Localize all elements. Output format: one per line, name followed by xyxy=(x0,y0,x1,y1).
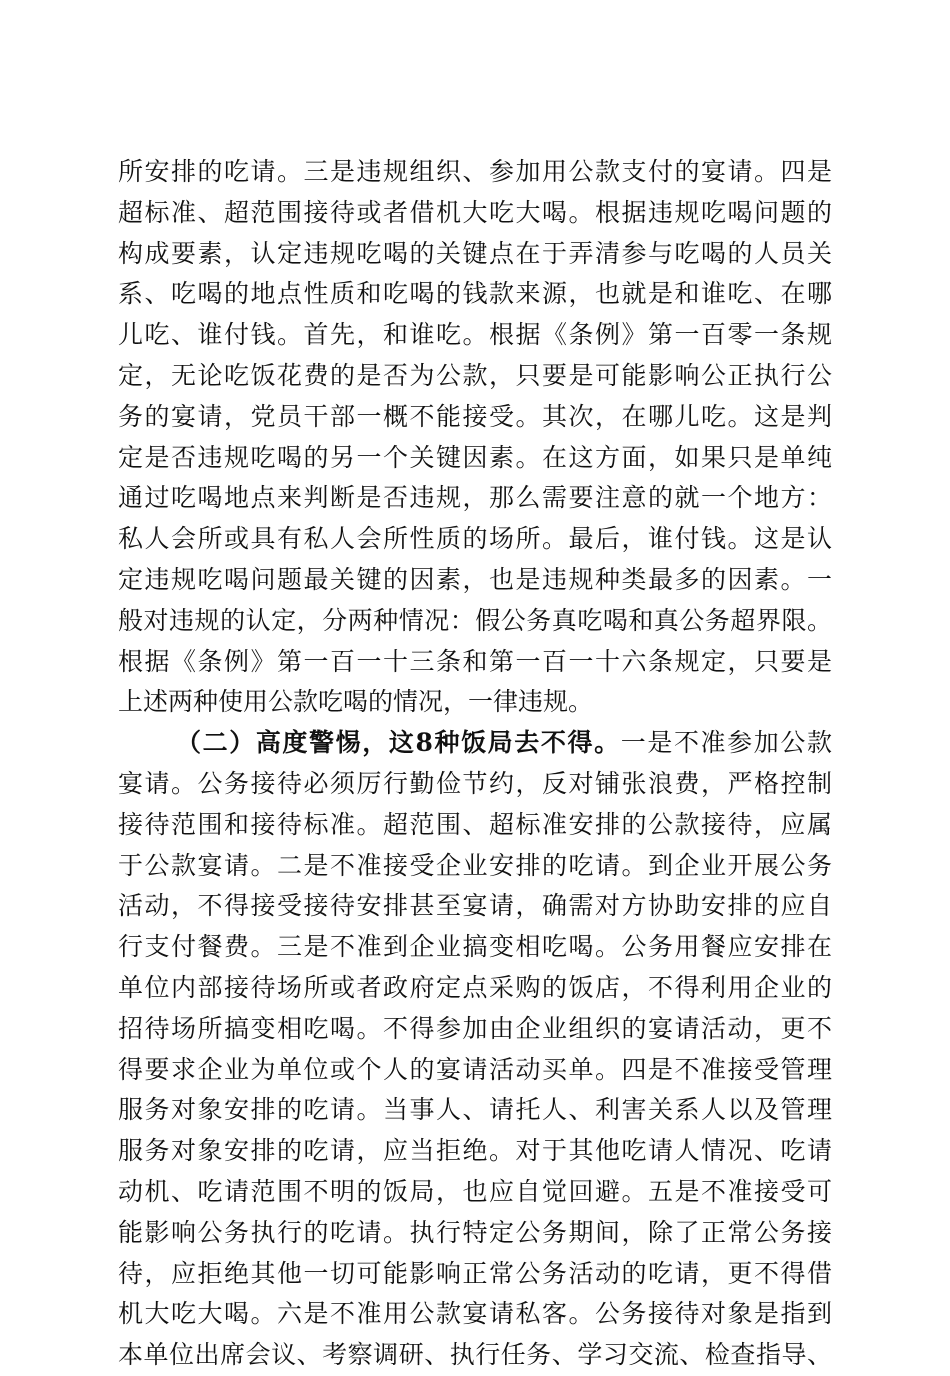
text-line: 服务对象安排的吃请，应当拒绝。对于其他吃请人情况、吃请 xyxy=(118,1136,832,1166)
text-line: 行支付餐费。三是不准到企业搞变相吃喝。公务用餐应安排在 xyxy=(118,932,832,962)
text-line: 构成要素，认定违规吃喝的关键点在于弄清参与吃喝的人员关 xyxy=(118,238,832,268)
text-line: 服务对象安排的吃请。当事人、请托人、利害关系人以及管理 xyxy=(118,1095,832,1125)
text-line: 单位内部接待场所或者政府定点采购的饭店，不得利用企业的 xyxy=(118,972,832,1002)
text-line: 上述两种使用公款吃喝的情况，一律违规。 xyxy=(118,687,594,717)
text-line: 能影响公务执行的吃请。执行特定公务期间，除了正常公务接 xyxy=(118,1217,832,1247)
section-heading: （二）高度警惕，这8种饭局去不得。 xyxy=(176,728,621,758)
text-line: 得要求企业为单位或个人的宴请活动买单。四是不准接受管理 xyxy=(118,1054,832,1084)
text-line: 活动，不得接受接待安排甚至宴请，确需对方协助安排的应自 xyxy=(118,891,832,921)
text-line: 所安排的吃请。三是违规组织、参加用公款支付的宴请。四是 xyxy=(118,157,832,186)
text-line: 般对违规的认定，分两种情况：假公务真吃喝和真公务超界限。 xyxy=(118,605,832,635)
text-line: 待，应拒绝其他一切可能影响正常公务活动的吃请，更不得借 xyxy=(118,1258,832,1288)
text-line: 招待场所搞变相吃喝。不得参加由企业组织的宴请活动，更不 xyxy=(118,1013,832,1043)
text-line: 务的宴请，党员干部一概不能接受。其次，在哪儿吃。这是判 xyxy=(118,401,832,431)
text-line: 宴请。公务接待必须厉行勤俭节约，反对铺张浪费，严格控制 xyxy=(118,768,832,798)
text-line: 超标准、超范围接待或者借机大吃大喝。根据违规吃喝问题的 xyxy=(118,197,832,227)
text-line: 私人会所或具有私人会所性质的场所。最后，谁付钱。这是认 xyxy=(118,524,832,554)
text-line: 接待范围和接待标准。超范围、超标准安排的公款接待，应属 xyxy=(118,809,832,839)
text-line: 定，无论吃饭花费的是否为公款，只要是可能影响公正执行公 xyxy=(118,360,832,390)
text-span: 一是不准参加公款 xyxy=(620,728,832,758)
text-line: 通过吃喝地点来判断是否违规，那么需要注意的就一个地方： xyxy=(118,483,832,513)
text-line: 系、吃喝的地点性质和吃喝的钱款来源，也就是和谁吃、在哪 xyxy=(118,279,832,309)
text-line: 本单位出席会议、考察调研、执行任务、学习交流、检查指导、 xyxy=(118,1340,832,1370)
paragraph-first-line xyxy=(118,723,832,764)
text-line: 定是否违规吃喝的另一个关键因素。在这方面，如果只是单纯 xyxy=(118,442,832,472)
text-line: 于公款宴请。二是不准接受企业安排的吃请。到企业开展公务 xyxy=(118,850,832,880)
text-line: 动机、吃请范围不明的饭局，也应自觉回避。五是不准接受可 xyxy=(118,1176,832,1206)
text-line: 根据《条例》第一百一十三条和第一百一十六条规定，只要是 xyxy=(118,646,832,676)
document-body xyxy=(118,152,832,1376)
text-line: 儿吃、谁付钱。首先，和谁吃。根据《条例》第一百零一条规 xyxy=(118,320,832,350)
text-line: 机大吃大喝。六是不准用公款宴请私客。公务接待对象是指到 xyxy=(118,1299,832,1329)
text-line: 定违规吃喝问题最关键的因素，也是违规种类最多的因素。一 xyxy=(118,564,832,594)
